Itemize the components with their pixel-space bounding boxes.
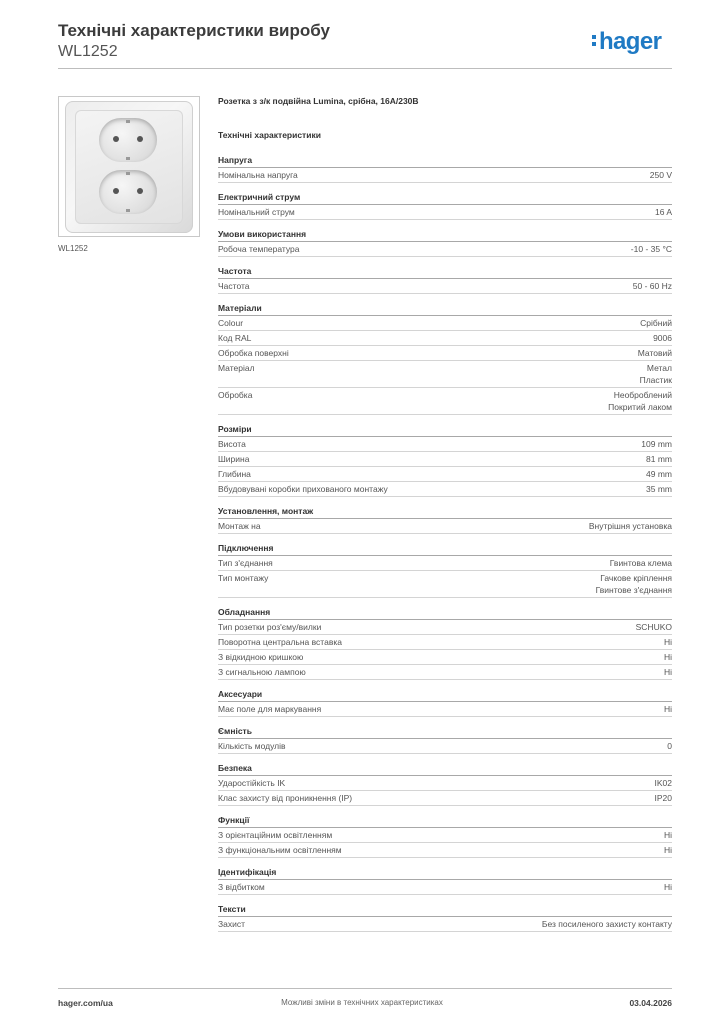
section-title: Підключення [218,542,672,556]
spec-row [218,316,672,331]
spec-value-line: Метал [646,363,672,373]
spec-value [646,452,672,466]
spec-section [218,154,672,183]
spec-row [218,279,672,294]
spec-section [218,688,672,717]
spec-label: Обробка [218,390,253,400]
spec-section [218,762,672,806]
spec-section [218,265,672,294]
spec-section [218,542,672,598]
spec-value [650,168,672,182]
spec-value-line: 16 A [654,207,672,217]
spec-value [636,620,672,634]
spec-label: З орієнтаційним освітленням [218,830,333,840]
section-title: Тексти [218,903,672,917]
section-title: Обладнання [218,606,672,620]
footer-date: 03.04.2026 [629,998,672,1008]
spec-row [218,880,672,895]
spec-value-line: Пластик [639,375,672,385]
spec-row [218,665,672,680]
spec-row [218,650,672,665]
spec-section [218,725,672,754]
footer-website[interactable]: hager.com/ua [58,998,113,1008]
spec-value-line: Срібний [640,318,672,328]
spec-row [218,791,672,806]
spec-row [218,437,672,452]
spec-label: Має поле для маркування [218,704,322,714]
spec-section [218,505,672,534]
spec-label: Глибина [218,469,251,479]
spec-label: Ударостійкість IK [218,778,286,788]
spec-section [218,191,672,220]
spec-row [218,776,672,791]
spec-sections [218,154,672,940]
spec-label: Захист [218,919,246,929]
spec-value-line: 35 mm [646,484,672,494]
spec-row [218,828,672,843]
document-title: Технічні характеристики виробу [58,21,330,40]
spec-value-line: Гвинтове з'єднання [595,585,672,595]
section-title: Ідентифікація [218,866,672,880]
spec-row [218,620,672,635]
spec-row [218,452,672,467]
socket-outlet-bottom [99,170,157,214]
spec-row [218,635,672,650]
spec-label: З сигнальною лампою [218,667,306,677]
spec-value [664,650,672,664]
footer-note: Можливі зміни в технічних характеристиках [281,998,443,1007]
spec-value-line: Матовий [637,348,672,358]
spec-label: Colour [218,318,244,328]
spec-value-line: 250 V [649,170,672,180]
section-title: Установлення, монтаж [218,505,672,519]
socket-outlet-top [99,118,157,162]
spec-label: Тип монтажу [218,573,269,583]
spec-value [664,665,672,679]
spec-label: Обробка поверхні [218,348,289,358]
spec-value-line: Ні [663,845,672,855]
spec-value [641,437,672,451]
spec-value [640,361,672,387]
spec-row [218,346,672,361]
spec-label: Ширина [218,454,250,464]
spec-label: З функціональним освітленням [218,845,342,855]
page-header [58,20,330,62]
spec-value [608,388,672,414]
spec-value-line: 50 - 60 Hz [632,281,672,291]
spec-row [218,331,672,346]
spec-label: Частота [218,281,250,291]
spec-value [638,346,672,360]
spec-value [610,556,672,570]
section-title: Напруга [218,154,672,168]
spec-row [218,519,672,534]
spec-value [596,571,672,597]
spec-row [218,556,672,571]
footer-divider [58,988,672,989]
logo-text: hager [599,28,662,55]
spec-section [218,302,672,415]
spec-label: Матеріал [218,363,255,373]
spec-label: Висота [218,439,246,449]
spec-value-line: Ні [663,667,672,677]
spec-row [218,388,672,415]
spec-value [633,279,672,293]
section-title: Матеріали [218,302,672,316]
product-code: WL1252 [58,43,118,60]
spec-label: Тип з'єднання [218,558,273,568]
spec-label: Клас захисту від проникнення (IP) [218,793,353,803]
spec-value [664,828,672,842]
spec-value [664,635,672,649]
spec-label: Тип розетки роз'єму/вилки [218,622,322,632]
spec-section [218,606,672,680]
section-title: Розміри [218,423,672,437]
spec-row [218,917,672,932]
hager-logo [592,28,661,56]
spec-row [218,467,672,482]
logo-dots-icon [592,32,597,49]
header-divider [58,68,672,69]
spec-value-line: Ні [663,704,672,714]
spec-heading: Технічні характеристики [218,130,321,140]
spec-value [640,316,672,330]
spec-value-line: Ні [663,652,672,662]
spec-label: Вбудовувані коробки прихованого монтажу [218,484,388,494]
spec-value-line: Необроблений [613,390,672,400]
spec-value [655,776,673,790]
spec-row [218,168,672,183]
spec-section [218,866,672,895]
spec-value-line: IP20 [654,793,672,803]
spec-value-line: -10 - 35 °C [630,244,672,254]
section-title: Ємність [218,725,672,739]
spec-section [218,903,672,932]
spec-value [664,880,672,894]
spec-value [664,843,672,857]
spec-value [646,467,672,481]
socket-plate [65,101,193,233]
spec-value-line: Без посиленого захисту контакту [541,919,672,929]
spec-value-line: Гвинтова клема [609,558,672,568]
spec-row [218,571,672,598]
spec-value-line: IK02 [654,778,672,788]
spec-label: З відбитком [218,882,265,892]
spec-label: Поворотна центральна вставка [218,637,342,647]
spec-row [218,205,672,220]
spec-value-line: Покритий лаком [608,402,672,412]
spec-value [631,242,672,256]
section-title: Електричний струм [218,191,672,205]
spec-value [653,331,672,345]
spec-label: Монтаж на [218,521,261,531]
spec-value [655,205,672,219]
spec-value [667,739,672,753]
spec-value [589,519,672,533]
spec-value-line: Ні [663,830,672,840]
spec-row [218,739,672,754]
spec-value-line: SCHUKO [635,622,672,632]
spec-section [218,228,672,257]
spec-value [664,702,672,716]
spec-value-line: 9006 [653,333,672,343]
spec-value-line: Внутрішня установка [588,521,672,531]
image-caption: WL1252 [58,244,88,253]
spec-value-line: 49 mm [646,469,672,479]
spec-label: Робоча температура [218,244,300,254]
spec-value-line: 81 mm [646,454,672,464]
section-title: Умови використання [218,228,672,242]
spec-row [218,242,672,257]
spec-row [218,702,672,717]
spec-row [218,482,672,497]
spec-label: Номінальна напруга [218,170,298,180]
spec-section [218,814,672,858]
spec-row [218,843,672,858]
spec-row [218,361,672,388]
spec-value-line: Гачкове кріплення [600,573,672,583]
spec-value-line: 109 mm [641,439,672,449]
section-title: Аксесуари [218,688,672,702]
section-title: Частота [218,265,672,279]
spec-value-line: Ні [663,637,672,647]
spec-section [218,423,672,497]
spec-label: Код RAL [218,333,252,343]
product-name: Розетка з з/к подвійна Lumina, срібна, 16А/230В [218,96,419,106]
spec-value-line: 0 [667,741,672,751]
spec-value-line: Ні [663,882,672,892]
product-image [58,96,200,237]
spec-label: Номінальний струм [218,207,295,217]
section-title: Функції [218,814,672,828]
section-title: Безпека [218,762,672,776]
spec-value [646,482,672,496]
spec-label: З відкидною кришкою [218,652,304,662]
spec-value [655,791,673,805]
spec-value [542,917,672,931]
spec-label: Кількість модулів [218,741,286,751]
